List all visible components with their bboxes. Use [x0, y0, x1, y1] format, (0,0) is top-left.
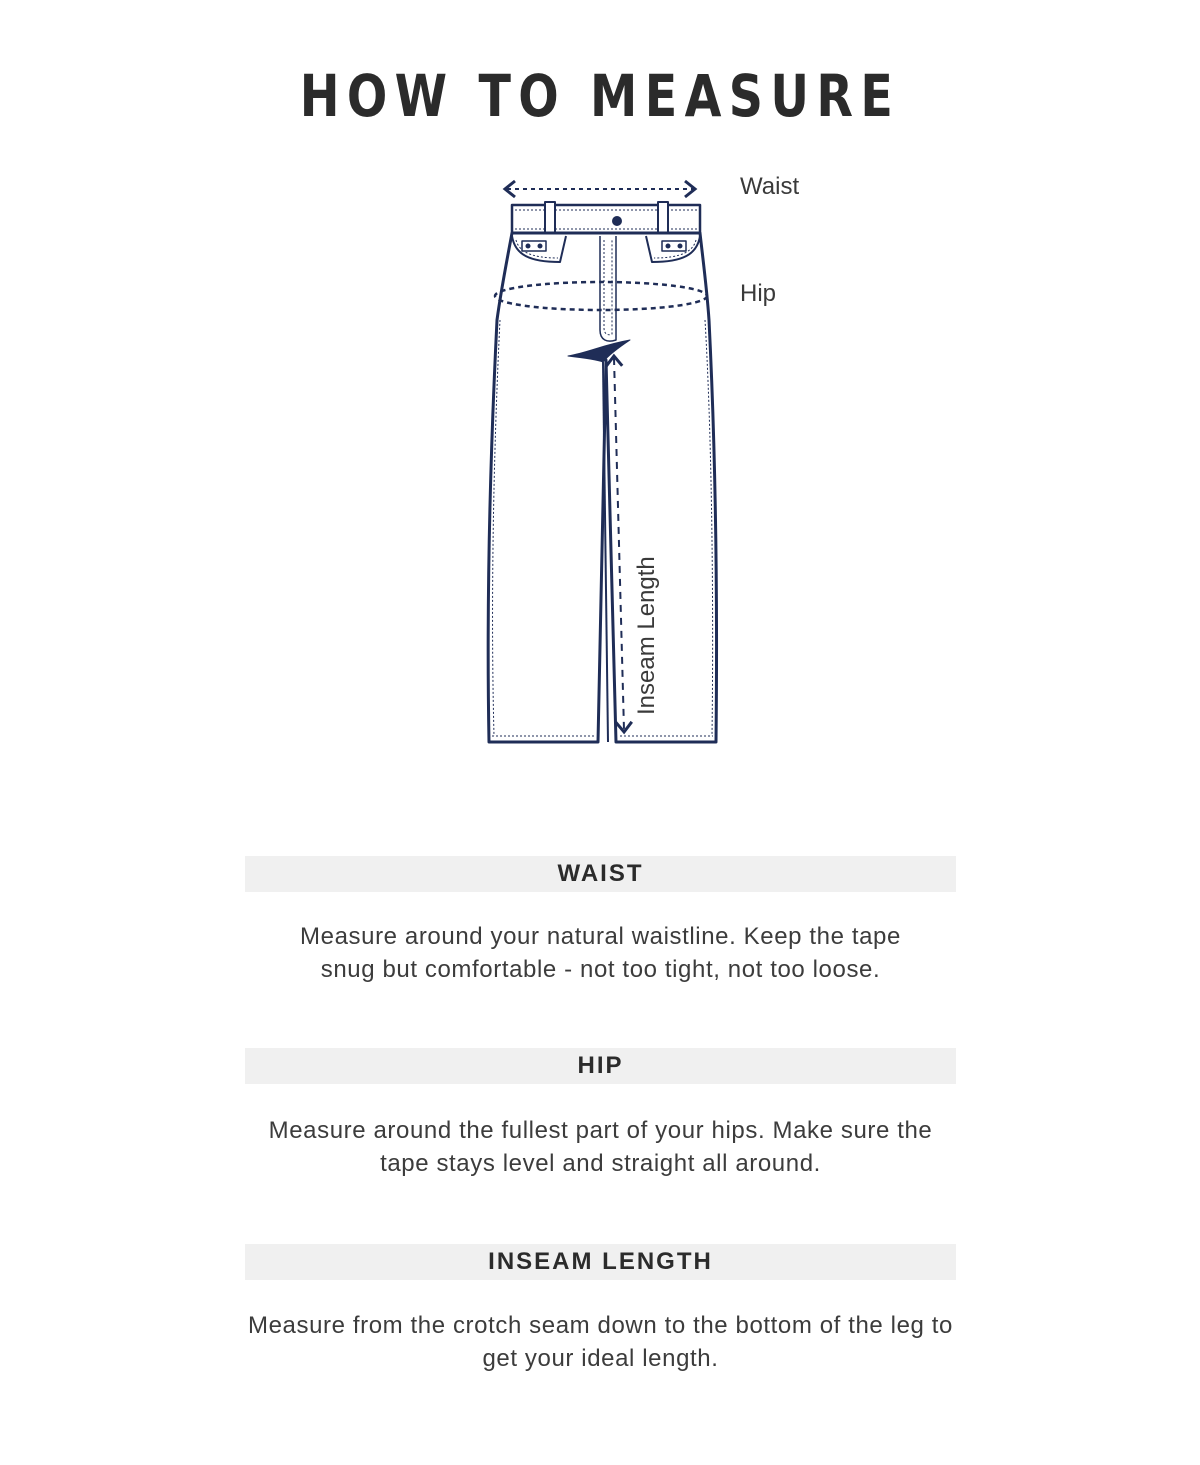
waist-label: Waist: [740, 173, 800, 200]
waist-description: Measure around your natural waistline. Keep the tape snug but comfortable - not too tight, not too loose.: [300, 923, 901, 983]
inseam-heading: INSEAM LENGTH: [245, 1244, 956, 1280]
inseam-label: Inseam Length: [633, 556, 660, 715]
pants-body: [488, 233, 716, 742]
waist-button: [613, 217, 622, 226]
page-title: HOW TO MEASURE: [299, 62, 901, 130]
waist-heading: WAIST: [245, 856, 956, 892]
hip-heading: HIP: [245, 1048, 956, 1084]
hip-label: Hip: [740, 280, 777, 307]
hip-description: Measure around the fullest part of your hips. Make sure the tape stays level and straight all around.: [268, 1117, 933, 1177]
inseam-description: Measure from the crotch seam down to the bottom of the leg to get your ideal length.: [248, 1312, 953, 1372]
